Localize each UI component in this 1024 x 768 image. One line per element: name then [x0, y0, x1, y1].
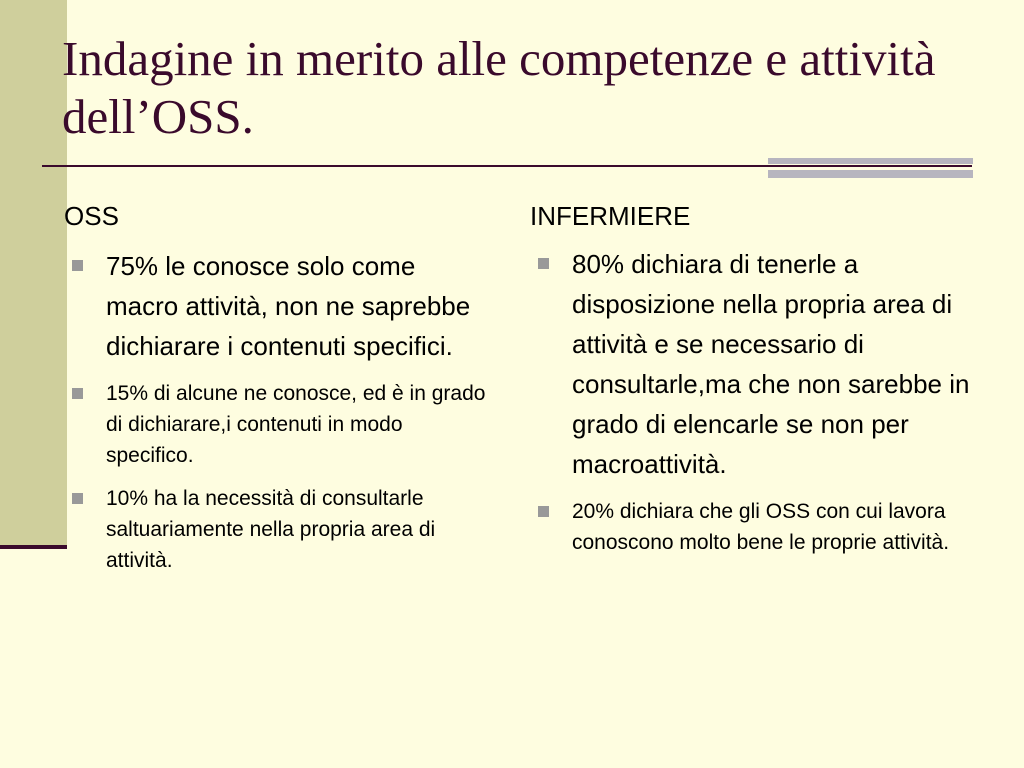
- list-item: [64, 483, 494, 576]
- square-bullet-icon: [72, 388, 83, 399]
- square-bullet-icon: [538, 258, 549, 269]
- column-infermiere: [530, 200, 970, 570]
- list-item: [64, 246, 494, 366]
- accent-bar-bottom: [768, 170, 973, 178]
- list-item: [530, 496, 970, 558]
- bullet-list-infermiere: [530, 244, 970, 558]
- slide-title: Indagine in merito alle competenze e attività dell’OSS.: [62, 31, 936, 144]
- list-item-text: 10% ha la necessità di consultarle saltuariamente nella propria area di attività.: [106, 487, 436, 572]
- list-item-text: 75% le conosce solo come macro attività, non ne saprebbe dichiarare i contenuti specifici.: [106, 251, 471, 361]
- column-oss: [64, 200, 494, 588]
- bullet-list-oss: [64, 246, 494, 576]
- square-bullet-icon: [72, 260, 83, 271]
- title-underline: [42, 165, 972, 167]
- column-heading-oss: OSS: [64, 201, 119, 231]
- left-decorative-band: [0, 0, 67, 546]
- list-item: [530, 244, 970, 484]
- square-bullet-icon: [538, 506, 549, 517]
- list-item: [64, 378, 494, 471]
- accent-bar-top: [768, 158, 973, 164]
- left-band-rule: [0, 545, 67, 549]
- list-item-text: 80% dichiara di tenerle a disposizione nella propria area di attività e se necessario di consultarle,ma che non sarebbe in grado di elencarle se non per macroattività.: [572, 249, 970, 479]
- square-bullet-icon: [72, 493, 83, 504]
- list-item-text: 15% di alcune ne conosce, ed è in grado di dichiarare,i contenuti in modo specifico.: [106, 382, 486, 467]
- column-heading-infermiere: INFERMIERE: [530, 201, 691, 231]
- list-item-text: 20% dichiara che gli OSS con cui lavora conoscono molto bene le proprie attività.: [572, 500, 950, 554]
